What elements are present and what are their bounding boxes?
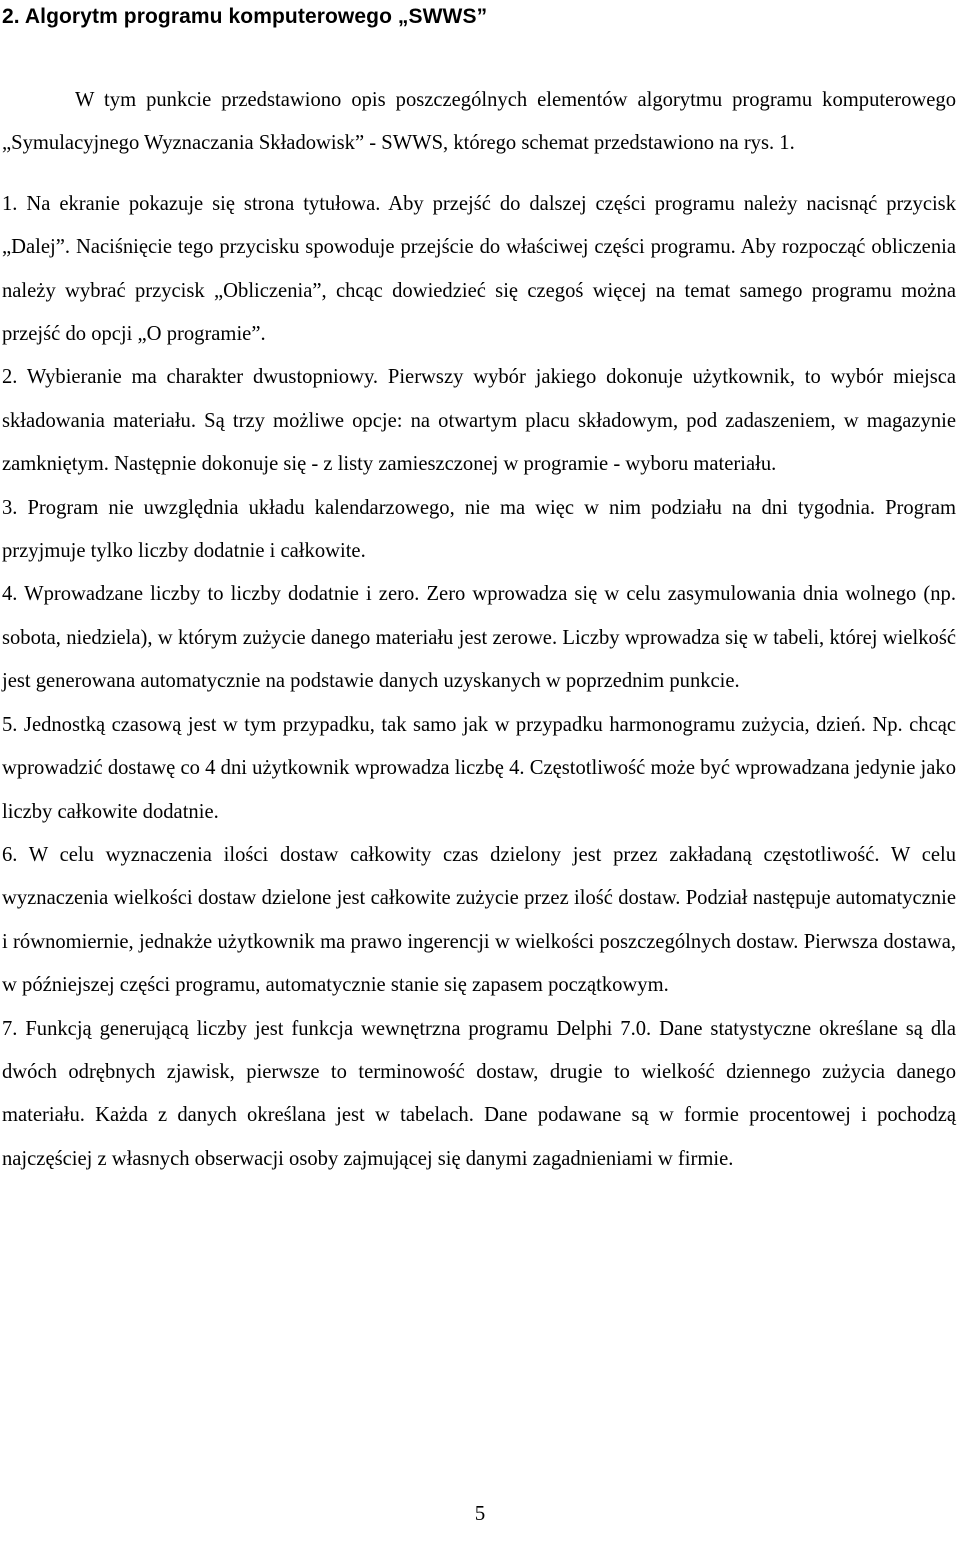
list-item-4: 4. Wprowadzane liczby to liczby dodatnie i zero. Zero wprowadza się w celu zasymulowania dnia wolnego (np. sobota, niedziela), w którym zużycie danego materiału jest zerowe. Liczby wprowadza się w tabeli, której wielkość jest generowana automatycznie na podstawie danych uzyskanych w poprzednim punkcie. — [2, 583, 956, 693]
section-heading: 2. Algorytm programu komputerowego „SWWS” — [2, 5, 488, 28]
intro-paragraph: W tym punkcie przedstawiono opis poszczególnych elementów algorytmu programu komputerowego „Symulacyjnego Wyznaczania Składowisk” - SWWS, którego schemat przedstawiono na rys. 1. — [2, 89, 956, 155]
document-body — [2, 79, 956, 1181]
list-item-7: 7. Funkcją generującą liczby jest funkcja wewnętrzna programu Delphi 7.0. Dane statystyczne określane są dla dwóch odrębnych zjawisk, pierwsze to terminowość dostaw, drugie to wielkość dziennego zużycia danego materiału. Każda z danych określana jest w tabelach. Dane podawane są w formie procentowej i pochodzą najczęściej z własnych obserwacji osoby zajmującej się danymi zagadnieniami w firmie. — [2, 1017, 956, 1170]
list-item-3: 3. Program nie uwzględnia układu kalendarzowego, nie ma więc w nim podziału na dni tygodnia. Program przyjmuje tylko liczby dodatnie i całkowite. — [2, 496, 956, 563]
list-item-5: 5. Jednostką czasową jest w tym przypadku, tak samo jak w przypadku harmonogramu zużycia, dzień. Np. chcąc wprowadzić dostawę co 4 dni użytkownik wprowadza liczbę 4. Częstotliwość może być wprowadzana jedynie jako liczby całkowite dodatnie. — [2, 713, 956, 823]
list-item-2: 2. Wybieranie ma charakter dwustopniowy. Pierwszy wybór jakiego dokonuje użytkownik, to wybór miejsca składowania materiału. Są trzy możliwe opcje: na otwartym placu składowym, pod zadaszeniem, w magazynie zamkniętym. Następnie dokonuje się - z listy zamieszczonej w programie - wyboru materiału. — [2, 366, 956, 476]
list-item-6: 6. W celu wyznaczenia ilości dostaw całkowity czas dzielony jest przez zakładaną częstotliwość. W celu wyznaczenia wielkości dostaw dzielone jest całkowite zużycie przez ilość dostaw. Podział następuje automatycznie i równomiernie, jednakże użytkownik ma prawo ingerencji w wielkości poszczególnych dostaw. Pierwsza dostawa, w późniejszej części programu, automatycznie stanie się zapasem początkowym. — [2, 843, 956, 997]
page-number: 5 — [474, 1501, 486, 1525]
list-item-1: 1. Na ekranie pokazuje się strona tytułowa. Aby przejść do dalszej części programu należy nacisnąć przycisk „Dalej”. Naciśnięcie tego przycisku spowoduje przejście do właściwej części programu. Aby rozpocząć obliczenia należy wybrać przycisk „Obliczenia”, chcąc dowiedzieć się czegoś więcej na temat samego programu można przejść do opcji „O programie”. — [2, 192, 956, 346]
